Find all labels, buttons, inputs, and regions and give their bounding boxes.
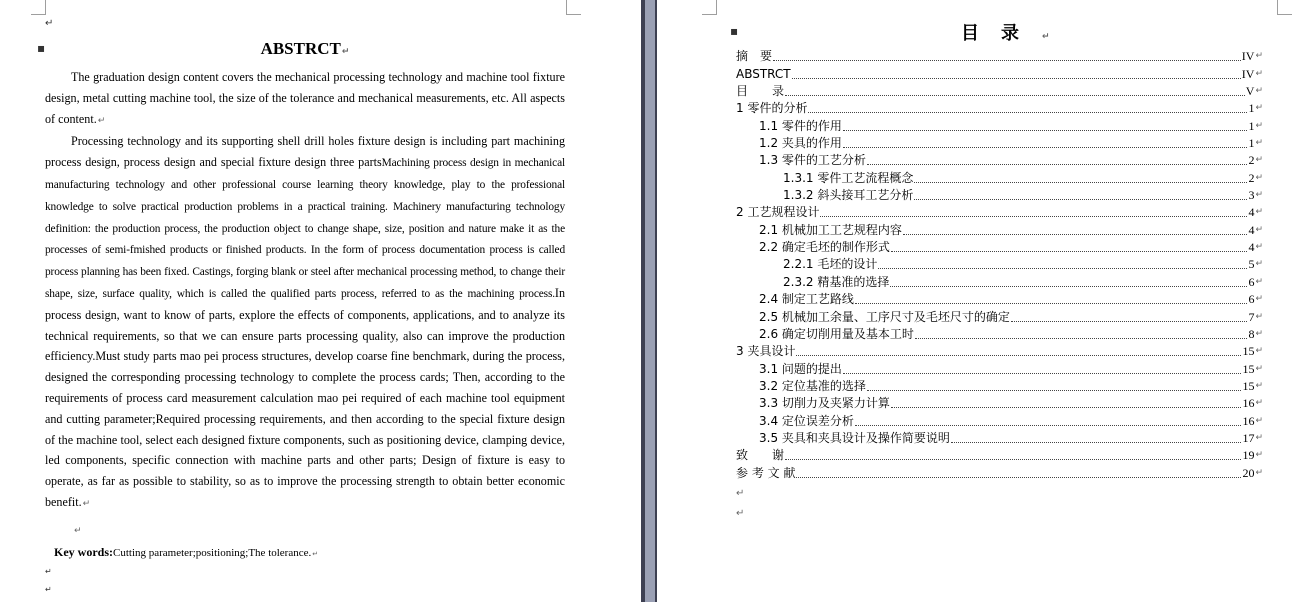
paragraph-mark: ↵ <box>1255 155 1263 166</box>
toc-entry[interactable] <box>736 83 1263 100</box>
toc-leader-dots <box>891 407 1242 408</box>
toc-entry-page: IV <box>1241 66 1255 81</box>
toc-entry-page: 1 <box>1248 118 1255 133</box>
toc-leader-dots <box>820 216 1247 217</box>
toc-entry[interactable] <box>736 343 1263 360</box>
toc-entry-label: 3.4 定位误差分析 <box>759 413 854 428</box>
paragraph-mark: ↵ <box>1255 363 1263 374</box>
toc-leader-dots <box>891 251 1248 252</box>
toc-entry[interactable] <box>736 204 1263 221</box>
toc-entry[interactable] <box>736 48 1263 65</box>
paragraph-mark: ↵ <box>45 18 54 29</box>
toc-leader-dots <box>792 78 1241 79</box>
paragraph-mark: ↵ <box>736 488 745 499</box>
toc-entry[interactable] <box>736 117 1263 134</box>
abstract-title-text: ABSTRCT <box>260 39 341 58</box>
toc-leader-dots <box>878 268 1247 269</box>
toc-entry-label: 2.4 制定工艺路线 <box>759 292 854 307</box>
toc-leader-dots <box>785 459 1241 460</box>
bullet-mark: ▪ <box>730 24 739 38</box>
keywords-label: Key words: <box>54 545 113 559</box>
abstract-title: ABSTRCT↵ <box>260 39 350 58</box>
paragraph-mark: ↵ <box>1255 68 1263 79</box>
toc-entry-label: 摘 要 <box>736 49 773 64</box>
paragraph-mark: ↵ <box>1255 328 1263 339</box>
crop-mark-top-right <box>566 0 581 15</box>
toc-entry-page: 15 <box>1242 378 1255 393</box>
paragraph-mark: ↵ <box>1255 346 1263 357</box>
gutter-edge-left <box>641 0 645 602</box>
paragraph-mark: ↵ <box>1255 242 1263 253</box>
toc-entry-page: 16 <box>1242 413 1255 428</box>
paragraph-mark: ↵ <box>1255 172 1263 183</box>
toc-entry-page: 3 <box>1248 188 1255 203</box>
toc-leader-dots <box>914 199 1247 200</box>
toc-entry-label: 1 零件的分析 <box>736 101 808 116</box>
crop-mark-top-right <box>1277 0 1292 15</box>
keywords-text: Cutting parameter;positioning;The tolerance. <box>113 547 312 559</box>
document-page-abstract[interactable] <box>0 0 641 602</box>
abstract-paragraph-2a-text: Processing technology and its supporting shell drill holes fixture design is including part machining process design, process design and special fixture design three parts <box>45 134 565 170</box>
toc-entry-label: 1.3 零件的工艺分析 <box>759 153 866 168</box>
paragraph-mark: ↵ <box>1255 311 1263 322</box>
paragraph-mark: ↵ <box>1255 138 1263 149</box>
toc-entry-label: 3.3 切削力及夹紧力计算 <box>759 396 890 411</box>
toc-entry[interactable] <box>736 395 1263 412</box>
toc-entry[interactable] <box>736 378 1263 395</box>
toc-entry-page: 1 <box>1248 101 1255 116</box>
toc-leader-dots <box>867 164 1248 165</box>
toc-leader-dots <box>1011 321 1248 322</box>
paragraph-mark: ↵ <box>1255 415 1263 426</box>
toc-leader-dots <box>773 60 1241 61</box>
toc-leader-dots <box>808 112 1247 113</box>
toc-entry-label: 2.3.2 精基准的选择 <box>783 274 890 289</box>
paragraph-mark: ↵ <box>736 508 745 519</box>
toc-entry-page: 6 <box>1248 292 1255 307</box>
toc-leader-dots <box>855 425 1242 426</box>
toc-leader-dots <box>890 286 1247 287</box>
toc-entry-page: IV <box>1241 49 1255 64</box>
toc-entry-label: 参 考 文 献 <box>736 465 796 480</box>
paragraph-mark: ↵ <box>45 585 52 594</box>
abstract-paragraph-2b-text: Machining process design in mechanical manufacturing technology and other professional course learning theory knowledge, play to the professional knowledge to solve practical production problems in a practical training. Machinery manufacturing technology definition: the production process, the production object to change shape, size, position and nature make it as the processes of semi-fmished products or finished products. In the form of process documentation process is called process planning has been fixed. Castings, forging blank or steel after mechanical processing method, to change their shape, size, surface quality, which is called the qualified parts process, referred to as the machining process. <box>45 157 565 300</box>
paragraph-mark: ↵ <box>1255 86 1263 97</box>
toc-entry-label: ABSTRCT <box>736 66 791 81</box>
paragraph-mark: ↵ <box>1255 294 1263 305</box>
toc-leader-dots <box>843 373 1242 374</box>
paragraph-mark: ↵ <box>1255 51 1263 62</box>
toc-leader-dots <box>796 355 1241 356</box>
toc-entry-page: 7 <box>1248 309 1255 324</box>
abstract-body[interactable] <box>45 67 565 515</box>
toc-leader-dots <box>867 390 1242 391</box>
toc-entry-page: 19 <box>1242 448 1255 463</box>
toc-entry-page: 17 <box>1242 430 1255 445</box>
paragraph-mark: ↵ <box>1255 398 1263 409</box>
toc-leader-dots <box>915 338 1248 339</box>
toc-entry-label: 致 谢 <box>736 448 785 463</box>
table-of-contents <box>736 48 1263 482</box>
toc-entry-page: 16 <box>1242 396 1255 411</box>
toc-entry-label: 2 工艺规程设计 <box>736 205 820 220</box>
paragraph-mark: ↵ <box>1255 432 1263 443</box>
toc-leader-dots <box>914 182 1247 183</box>
toc-entry[interactable] <box>736 412 1263 429</box>
toc-entry[interactable] <box>736 360 1263 377</box>
toc-title: 目录↵ <box>961 23 1050 44</box>
toc-entry-page: 6 <box>1248 274 1255 289</box>
keywords-line: Key words:Cutting parameter;positioning;The tolerance.↵ <box>54 545 319 559</box>
toc-entry[interactable] <box>736 187 1263 204</box>
crop-mark-top-left <box>702 0 717 15</box>
toc-entry-page: 2 <box>1248 170 1255 185</box>
toc-entry-label: 2.5 机械加工余量、工序尺寸及毛坯尺寸的确定 <box>759 309 1010 324</box>
abstract-paragraph-2c-text: In process design, want to know of parts, explore the effects of components, applications, and to analyze its technical requirements, so that we can ensure parts processing quality, also can improve the production efficiency.Must study parts mao pei process structures, develop coarse fine benchmark, during the process, designed the corresponding processing technology to complete the process cards; Then, according to the requirements of process card measurement calculation mao pei required of each machine tool equipment and cutting parameter;Required processing requirements, and then according to the special fixture design of the machine tool, select each designed fixture components, such as positioning device, clamping device, led components, specific connection with machine parts and other parts; Design of fixture is easy to operate, as far as possible to stability, so as to improve the processing strength to obtain better economic benefit. <box>45 285 565 509</box>
toc-entry[interactable] <box>736 239 1263 256</box>
toc-entry[interactable] <box>736 169 1263 186</box>
toc-leader-dots <box>843 130 1248 131</box>
paragraph-mark: ↵ <box>1255 450 1263 461</box>
paragraph-mark: ↵ <box>45 567 52 576</box>
toc-entry[interactable] <box>736 221 1263 238</box>
toc-entry[interactable] <box>736 65 1263 82</box>
toc-entry-label: 2.2.1 毛坯的设计 <box>783 257 878 272</box>
toc-entry-page: 20 <box>1242 465 1255 480</box>
toc-entry-label: 2.6 确定切削用量及基本工时 <box>759 326 914 341</box>
toc-entry-label: 1.3.1 零件工艺流程概念 <box>783 170 914 185</box>
toc-leader-dots <box>903 234 1248 235</box>
toc-entry[interactable] <box>736 291 1263 308</box>
toc-entry-page: 4 <box>1248 205 1255 220</box>
toc-entry-label: 1.3.2 斜头接耳工艺分析 <box>783 188 914 203</box>
toc-entry[interactable] <box>736 152 1263 169</box>
toc-entry-page: 1 <box>1248 136 1255 151</box>
paragraph-mark: ↵ <box>1255 276 1263 287</box>
toc-entry-page: 4 <box>1248 222 1255 237</box>
toc-entry[interactable] <box>736 273 1263 290</box>
bullet-mark: ▪ <box>37 41 46 55</box>
toc-entry[interactable] <box>736 326 1263 343</box>
toc-entry-label: 2.1 机械加工工艺规程内容 <box>759 222 902 237</box>
toc-leader-dots <box>785 95 1245 96</box>
toc-entry[interactable] <box>736 447 1263 464</box>
paragraph-mark: ↵ <box>1255 467 1263 478</box>
toc-entry-page: V <box>1245 84 1255 99</box>
toc-entry-page: 15 <box>1242 361 1255 376</box>
toc-entry[interactable] <box>736 135 1263 152</box>
toc-entry-label: 3 夹具设计 <box>736 344 796 359</box>
toc-entry-label: 3.1 问题的提出 <box>759 361 842 376</box>
toc-entry-label: 1.2 夹具的作用 <box>759 136 842 151</box>
toc-leader-dots <box>951 442 1242 443</box>
toc-leader-dots <box>796 477 1241 478</box>
toc-entry[interactable] <box>736 308 1263 325</box>
toc-entry[interactable] <box>736 430 1263 447</box>
toc-entry[interactable] <box>736 256 1263 273</box>
paragraph-mark: ↵ <box>1255 224 1263 235</box>
paragraph-mark: ↵ <box>1255 259 1263 270</box>
toc-entry-page: 2 <box>1248 153 1255 168</box>
toc-entry[interactable] <box>736 100 1263 117</box>
toc-entry-label: 3.2 定位基准的选择 <box>759 378 866 393</box>
page-gutter <box>641 0 657 602</box>
toc-entry-page: 4 <box>1248 240 1255 255</box>
toc-entry-label: 目 录 <box>736 84 785 99</box>
toc-entry-label: 3.5 夹具和夹具设计及操作简要说明 <box>759 430 950 445</box>
abstract-paragraph-1-text: The graduation design content covers the mechanical processing technology and machine tool fixture design, metal cutting machine tool, the size of the tolerance and mechanical measurements, etc. All aspects of content. <box>45 70 565 126</box>
abstract-paragraph-1[interactable]: The graduation design content covers the mechanical processing technology and machine tool fixture design, metal cutting machine tool, the size of the tolerance and mechanical measurements, etc. All aspects of content.↵ <box>45 70 565 126</box>
toc-entry[interactable] <box>736 464 1263 481</box>
empty-paragraph-mark: ↵ <box>74 526 82 536</box>
paragraph-mark: ↵ <box>1255 190 1263 201</box>
document-page-toc[interactable] <box>657 0 1302 602</box>
toc-entry-label: 1.1 零件的作用 <box>759 118 842 133</box>
toc-entry-label: 2.2 确定毛坯的制作形式 <box>759 240 890 255</box>
crop-mark-top-left <box>31 0 46 15</box>
paragraph-mark: ↵ <box>1255 207 1263 218</box>
toc-leader-dots <box>843 147 1248 148</box>
toc-leader-dots <box>855 303 1248 304</box>
paragraph-mark: ↵ <box>1255 103 1263 114</box>
toc-entry-page: 15 <box>1242 344 1255 359</box>
toc-entry-page: 8 <box>1248 326 1255 341</box>
paragraph-mark: ↵ <box>1255 380 1263 391</box>
paragraph-mark: ↵ <box>1255 120 1263 131</box>
toc-title-text: 目录 <box>961 23 1041 44</box>
toc-entry-page: 5 <box>1248 257 1255 272</box>
abstract-paragraph-2[interactable]: Processing technology and its supporting shell drill holes fixture design is including part machining process design, process design and special fixture design three partsMachining process design in mechanical manufacturing technology and other professional course learning theory knowledge, play to the professional knowledge to solve practical production problems in a practical training. Machinery manufacturing technology definition: the production process, the production object to change shape, size, position and nature make it as the processes of semi-fmished products or finished products. In the form of process documentation process is called process planning has been fixed. Castings, forging blank or steel after mechanical processing method, to change their shape, size, surface quality, which is called the qualified parts process, referred to as the machining process.In process design, want to know of parts, explore the effects of components, applications, and to analyze its technical requirements, so that we can ensure parts processing quality, also can improve the production efficiency.Must study parts mao pei process structures, develop coarse fine benchmark, during the process, designed the corresponding processing technology to complete the process cards; Then, according to the requirements of process card measurement calculation mao pei required of each machine tool equipment and cutting parameter;Required processing requirements, and then according to the special fixture design of the machine tool, select each designed fixture components, such as positioning device, clamping device, led components, specific connection with machine parts and other parts; Design of fixture is easy to operate, as far as possible to stability, so as to improve the processing strength to obtain better economic benefit.↵ <box>45 134 565 509</box>
